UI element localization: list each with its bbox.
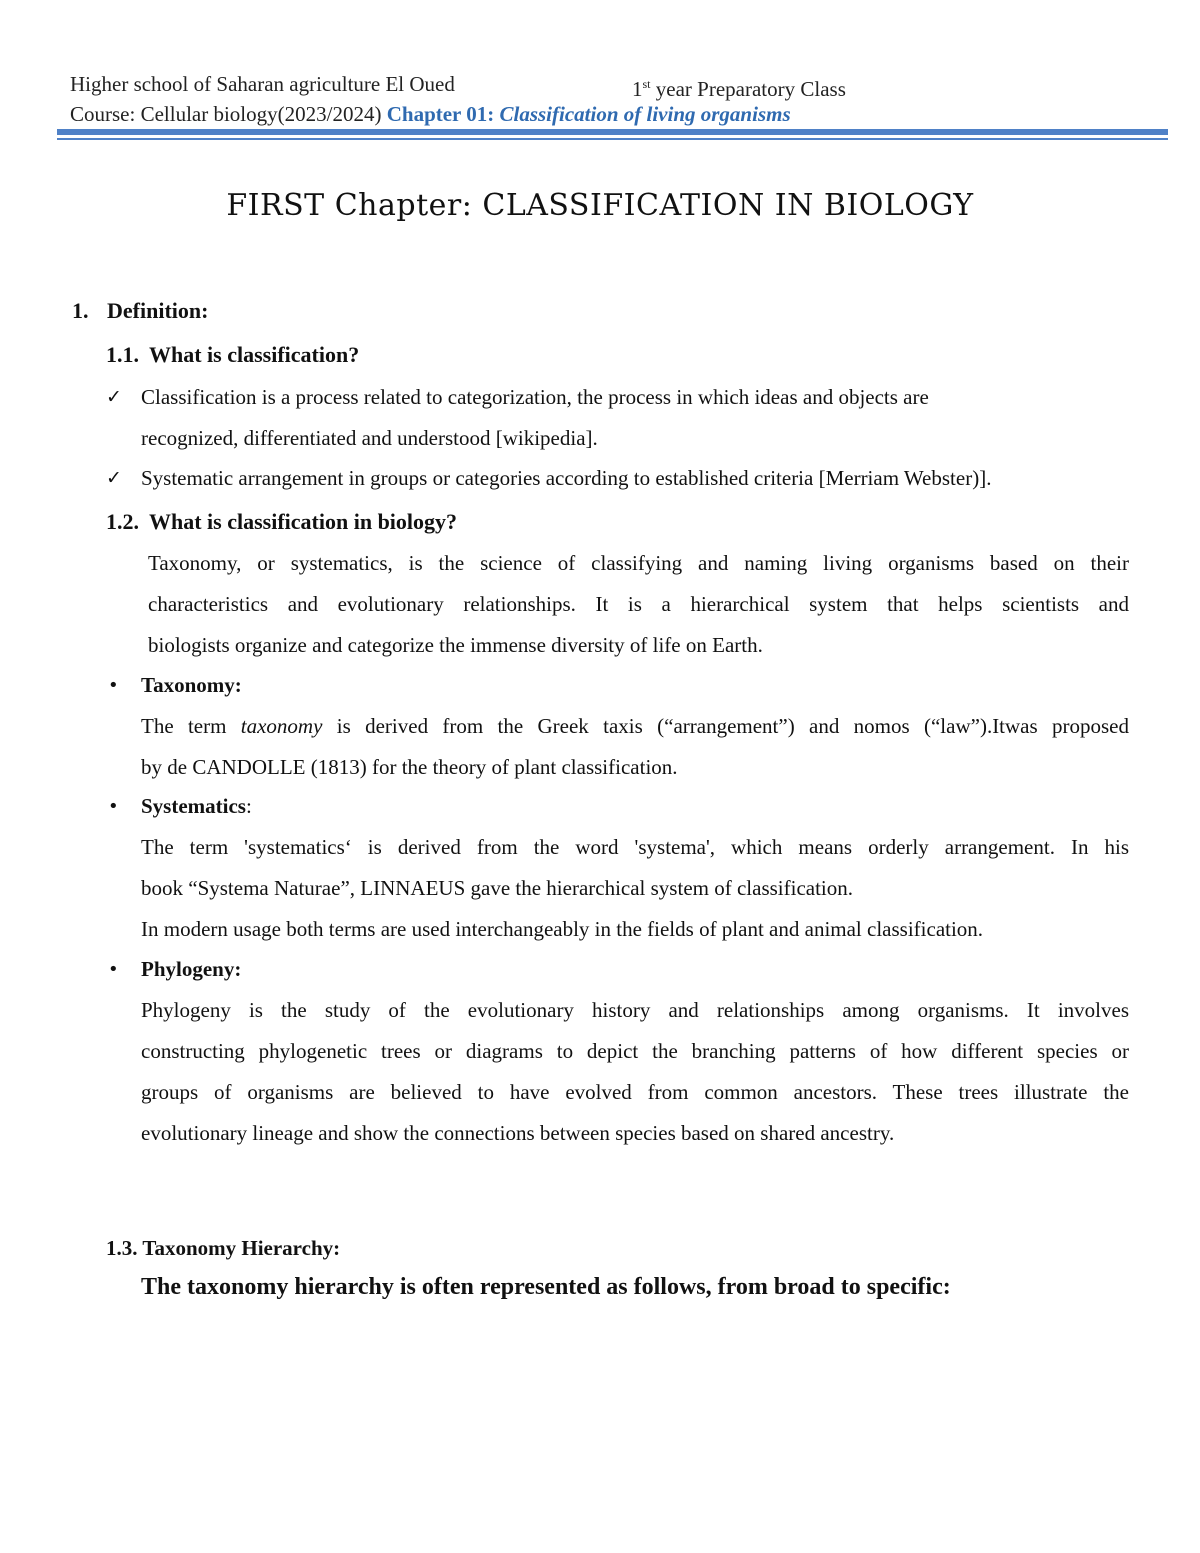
list-item-text-cont: recognized, differentiated and understood [wikipedia]. [141, 426, 598, 450]
bullet-label [141, 786, 252, 827]
header-year [632, 70, 846, 103]
header-year-text: year Preparatory Class [650, 77, 846, 101]
paragraph-line: biologists organize and categorize the immense diversity of life on Earth. [148, 633, 763, 657]
section-title: Definition: [107, 298, 209, 323]
bullet-label: Phylogeny: [141, 957, 242, 981]
paragraph-taxonomy [141, 706, 1129, 788]
bullet-icon: • [108, 959, 119, 980]
paragraph-line: by de CANDOLLE (1813) for the theory of plant classification. [141, 755, 678, 779]
paragraph-line: Phylogeny is the study of the evolutionary history and relationships among organisms. It involves [141, 998, 1129, 1022]
bullet-label: Taxonomy: [141, 673, 242, 697]
subsection-number: 1.2. [106, 509, 139, 534]
paragraph-taxonomy-intro [148, 543, 1129, 666]
taxonomy-hierarchy-lead: The taxonomy hierarchy is often represented as follows, from broad to specific: [141, 1274, 951, 1300]
check-icon: ✓ [106, 386, 122, 408]
header-year-sup: st [642, 77, 651, 91]
paragraph-line: In modern usage both terms are used interchangeably in the fields of plant and animal classification. [141, 917, 984, 941]
paragraph-line: Taxonomy, or systematics, is the science of classifying and naming living organisms based on their [148, 551, 1129, 575]
subsection-title: What is classification in biology? [149, 509, 458, 534]
subsection-heading-what-is-classification [106, 340, 359, 370]
term-italic: taxonomy [240, 714, 323, 738]
bullet-icon: • [108, 675, 119, 696]
subsection-title: What is classification? [149, 342, 360, 367]
bullet-icon: • [108, 796, 119, 817]
paragraph-line: book “Systema Naturae”, LINNAEUS gave the hierarchical system of classification. [141, 876, 854, 900]
header-chapter-title: Classification of living organisms [499, 102, 791, 126]
check-icon: ✓ [106, 467, 122, 489]
text-run: The term [141, 714, 241, 738]
paragraph-systematics [141, 827, 1129, 950]
section-heading-definition [72, 296, 208, 326]
paragraph-line: constructing phylogenetic trees or diagrams to depict the branching patterns of how different species or [141, 1039, 1129, 1063]
header-chapter-label: Chapter 01: [386, 102, 500, 126]
paragraph-line: The term 'systematics‘ is derived from the word 'systema', which means orderly arrangement. In his [141, 835, 1129, 859]
header-course-line [70, 100, 791, 128]
text-run: is derived from the Greek taxis (“arrangement”) and nomos (“law”).Itwas proposed [322, 714, 1129, 738]
subsection-heading-classification-in-biology [106, 507, 457, 537]
header-rule-thin [57, 138, 1168, 140]
section-number: 1. [72, 298, 89, 323]
paragraph-phylogeny [141, 990, 1129, 1154]
list-item-text: Classification is a process related to categorization, the process in which ideas and objects are [141, 385, 929, 409]
header-rule-thick [57, 129, 1168, 135]
list-item-systematic-arrangement [106, 458, 1086, 499]
subsection-number: 1.1. [106, 342, 139, 367]
paragraph-line: evolutionary lineage and show the connections between species based on shared ancestry. [141, 1121, 895, 1145]
header-year-number: 1 [632, 77, 643, 101]
paragraph-line [141, 706, 1129, 747]
subsection-heading-taxonomy-hierarchy: 1.3. Taxonomy Hierarchy: [106, 1236, 341, 1260]
bullet-label-text: Systematics [141, 794, 246, 818]
bullet-label-colon: : [245, 794, 252, 818]
list-item-classification-definition [106, 377, 1086, 459]
paragraph-line: groups of organisms are believed to have evolved from common ancestors. These trees illustrate the [141, 1080, 1129, 1104]
list-item-text: Systematic arrangement in groups or categories according to established criteria [Merriam Webster)]. [141, 466, 992, 490]
paragraph-line: characteristics and evolutionary relationships. It is a hierarchical system that helps scientists and [148, 592, 1129, 616]
header-school: Higher school of Saharan agriculture El Oued [70, 72, 455, 96]
page-title: FIRST Chapter: CLASSIFICATION IN BIOLOGY [226, 188, 974, 223]
header-course: Course: Cellular biology(2023/2024) [70, 102, 387, 126]
